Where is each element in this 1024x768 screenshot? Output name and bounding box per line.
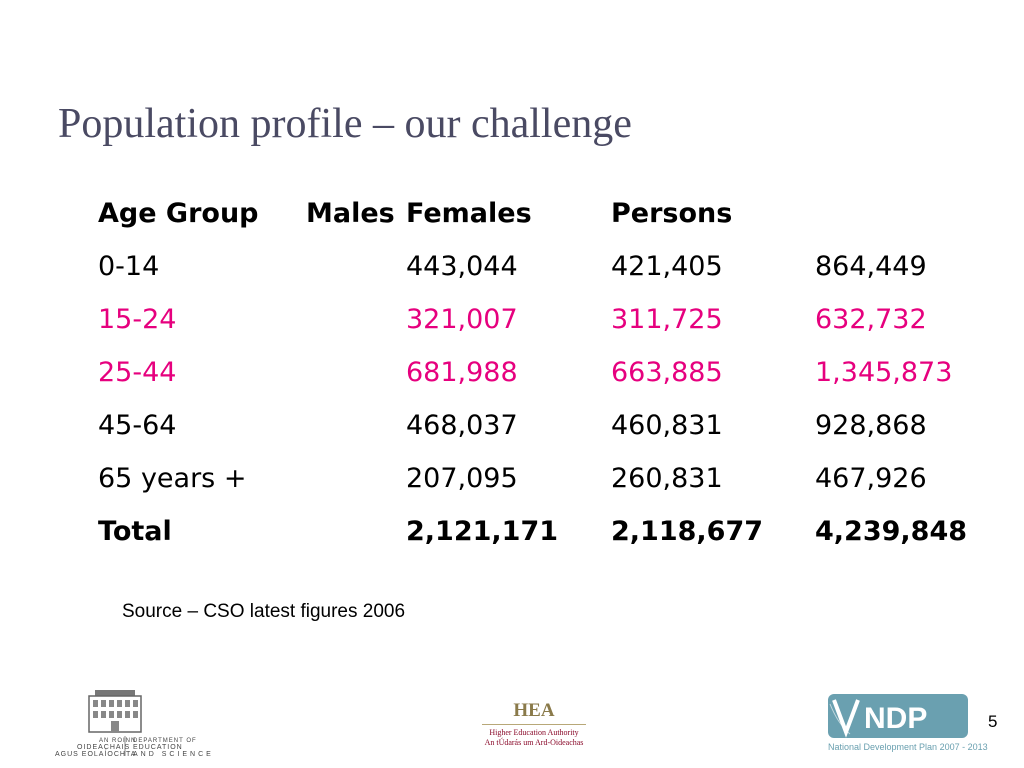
dept-text-1: AN ROINN <box>99 738 137 744</box>
cell-females: 443,044 <box>406 251 518 282</box>
hea-line-1: Higher Education Authority <box>489 728 579 737</box>
ndp-logo <box>828 694 968 743</box>
cell-females: 2,121,171 <box>406 516 559 547</box>
dept-text-4: DEPARTMENT OF <box>133 738 197 744</box>
cell-females: 321,007 <box>406 304 518 335</box>
table-row <box>98 402 998 455</box>
table-row <box>98 349 998 402</box>
table-row <box>98 455 998 508</box>
dept-text-2: OIDEACHAIS <box>77 744 131 751</box>
ndp-name: NDP <box>864 702 928 735</box>
cell-females: 207,095 <box>406 463 518 494</box>
table-row <box>98 243 998 296</box>
table-row <box>98 508 998 561</box>
cell-total: 1,345,873 <box>815 357 953 388</box>
slide-title: Population profile – our challenge <box>58 101 632 147</box>
dept-text-3: AGUS EOLAÍOCHTA <box>55 751 137 758</box>
ndp-caption: National Development Plan 2007 - 2013 <box>828 742 988 752</box>
cell-persons: 260,831 <box>611 463 723 494</box>
cell-age-group: 65 years + <box>98 463 247 494</box>
page-number: 5 <box>988 712 998 731</box>
department-education-logo <box>55 688 214 763</box>
cell-total: 632,732 <box>815 304 927 335</box>
cell-persons: 2,118,677 <box>611 516 764 547</box>
hea-title: HEA <box>513 700 555 721</box>
hea-line-2: An tÚdarás um Ard-Oideachas <box>484 738 584 747</box>
cell-total: 4,239,848 <box>815 516 968 547</box>
cell-age-group: 0-14 <box>98 251 160 282</box>
header-age-group: Age Group <box>98 198 259 229</box>
hea-divider <box>482 724 586 725</box>
table-row <box>98 296 998 349</box>
hea-logo <box>478 700 590 748</box>
dept-text-5: EDUCATION <box>133 744 183 751</box>
ndp-mark-icon <box>828 694 968 738</box>
table-header-row <box>98 190 998 243</box>
header-males: Males <box>306 198 395 229</box>
cell-total: 467,926 <box>815 463 927 494</box>
dept-text-6: AND SCIENCE <box>133 751 214 758</box>
cell-persons: 460,831 <box>611 410 723 441</box>
cell-age-group: 45-64 <box>98 410 177 441</box>
header-females: Females <box>406 198 532 229</box>
population-table <box>98 190 998 561</box>
cell-total: 928,868 <box>815 410 927 441</box>
cell-age-group: 15-24 <box>98 304 177 335</box>
cell-persons: 421,405 <box>611 251 723 282</box>
header-persons: Persons <box>611 198 733 229</box>
cell-age-group: 25-44 <box>98 357 177 388</box>
cell-persons: 663,885 <box>611 357 723 388</box>
cell-persons: 311,725 <box>611 304 723 335</box>
cell-total: 864,449 <box>815 251 927 282</box>
cell-females: 681,988 <box>406 357 518 388</box>
cell-females: 468,037 <box>406 410 518 441</box>
source-note: Source – CSO latest figures 2006 <box>122 601 406 622</box>
cell-age-group: Total <box>98 516 172 547</box>
